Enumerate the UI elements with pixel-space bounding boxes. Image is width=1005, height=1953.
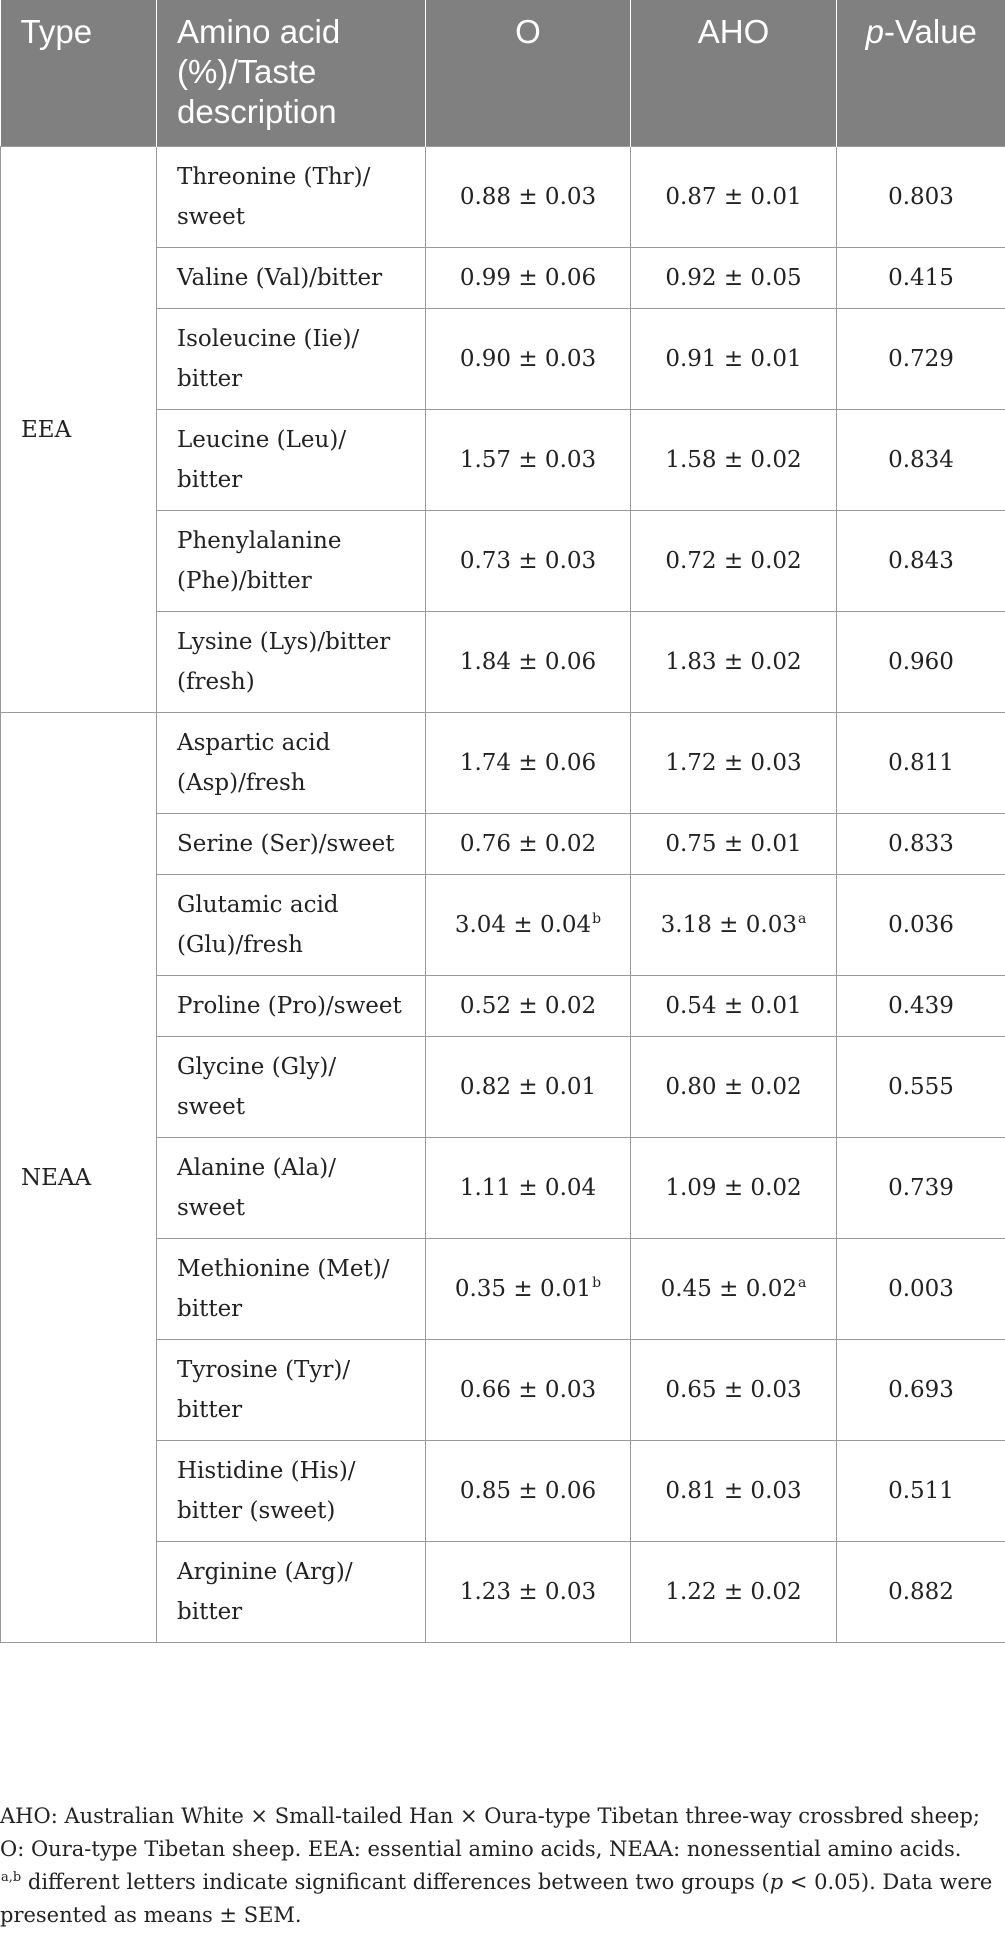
table-footnote [0, 1800, 1000, 1932]
value-aho-text: 0.92 ± 0.05 [665, 265, 802, 291]
amino-acid-name: Aspartic acid (Asp)/fresh [157, 713, 426, 814]
value-aho [631, 410, 837, 511]
footnote-p-italic: p [769, 1870, 784, 1894]
value-o-text: 0.66 ± 0.03 [459, 1377, 597, 1403]
p-value: 0.439 [837, 976, 1005, 1037]
value-o-text: 1.84 ± 0.06 [459, 649, 597, 675]
value-aho [631, 1542, 837, 1643]
amino-acid-name: Isoleucine (Iie)/ bitter [157, 309, 426, 410]
amino-acid-name: Proline (Pro)/sweet [157, 976, 426, 1037]
value-aho-text: 0.72 ± 0.02 [665, 548, 802, 574]
value-o [426, 1239, 631, 1340]
value-o-text: 0.52 ± 0.02 [459, 993, 597, 1019]
table-row [1, 713, 1005, 814]
p-value: 0.415 [837, 248, 1005, 309]
footnote-text-b: < 0.05). Data were presented as means ± SEM. [0, 1870, 993, 1927]
header-type: Type [1, 0, 157, 147]
value-o-text: 0.85 ± 0.06 [459, 1478, 597, 1504]
value-o-text: 3.04 ± 0.04 [454, 912, 592, 938]
value-aho-text: 1.22 ± 0.02 [665, 1579, 802, 1605]
p-value: 0.003 [837, 1239, 1005, 1340]
value-o [426, 309, 631, 410]
value-aho [631, 1340, 837, 1441]
value-aho [631, 713, 837, 814]
table-header [1, 0, 1005, 147]
value-o-text: 0.76 ± 0.02 [459, 831, 597, 857]
value-aho-text: 0.87 ± 0.01 [665, 184, 802, 210]
value-aho-text: 1.83 ± 0.02 [665, 649, 802, 675]
header-o: O [426, 0, 631, 147]
value-aho-text: 1.58 ± 0.02 [665, 447, 802, 473]
p-value: 0.833 [837, 814, 1005, 875]
amino-acid-name: Histidine (His)/ bitter (sweet) [157, 1441, 426, 1542]
value-aho [631, 1239, 837, 1340]
p-value: 0.882 [837, 1542, 1005, 1643]
header-aho: AHO [631, 0, 837, 147]
value-o-text: 1.74 ± 0.06 [459, 750, 597, 776]
p-value: 0.511 [837, 1441, 1005, 1542]
header-p-value [837, 0, 1005, 147]
value-o [426, 976, 631, 1037]
header-p-italic: p [865, 13, 884, 50]
p-value: 0.739 [837, 1138, 1005, 1239]
value-aho-text: 0.81 ± 0.03 [665, 1478, 802, 1504]
p-value: 0.834 [837, 410, 1005, 511]
value-aho-text: 3.18 ± 0.03 [660, 912, 797, 938]
value-o-text: 1.23 ± 0.03 [459, 1579, 597, 1605]
header-p-rest: -Value [883, 13, 977, 50]
value-o-text: 0.35 ± 0.01 [454, 1276, 592, 1302]
amino-acid-name: Leucine (Leu)/ bitter [157, 410, 426, 511]
header-row [1, 0, 1005, 147]
significance-letter: a [797, 1275, 807, 1292]
value-aho [631, 1037, 837, 1138]
value-o [426, 511, 631, 612]
value-o [426, 612, 631, 713]
p-value: 0.729 [837, 309, 1005, 410]
significance-letter: a [797, 911, 807, 928]
value-aho-text: 1.72 ± 0.03 [665, 750, 802, 776]
group-neaa: NEAA [1, 713, 157, 1643]
table-body [1, 147, 1005, 1643]
value-o [426, 147, 631, 248]
p-value: 0.036 [837, 875, 1005, 976]
amino-acid-name: Threonine (Thr)/ sweet [157, 147, 426, 248]
value-aho [631, 1441, 837, 1542]
value-o [426, 248, 631, 309]
value-aho [631, 248, 837, 309]
value-o-text: 0.82 ± 0.01 [459, 1074, 597, 1100]
value-o [426, 1138, 631, 1239]
significance-letter: b [592, 1275, 602, 1292]
header-amino-acid: Amino acid (%)/Taste description [157, 0, 426, 147]
value-aho [631, 875, 837, 976]
footnote-text-a: different letters indicate significant differences between two groups ( [21, 1870, 770, 1894]
value-aho-text: 0.54 ± 0.01 [665, 993, 802, 1019]
amino-acid-name: Phenylalanine (Phe)/bitter [157, 511, 426, 612]
value-aho [631, 511, 837, 612]
value-o [426, 410, 631, 511]
value-aho [631, 309, 837, 410]
amino-acid-name: Serine (Ser)/sweet [157, 814, 426, 875]
amino-acid-name: Tyrosine (Tyr)/ bitter [157, 1340, 426, 1441]
value-aho-text: 0.91 ± 0.01 [665, 346, 802, 372]
value-o [426, 1542, 631, 1643]
p-value: 0.960 [837, 612, 1005, 713]
value-aho-text: 0.75 ± 0.01 [665, 831, 802, 857]
value-aho-text: 0.45 ± 0.02 [660, 1276, 797, 1302]
value-o [426, 1441, 631, 1542]
value-aho-text: 1.09 ± 0.02 [665, 1175, 802, 1201]
footnote-line-1: AHO: Australian White × Small-tailed Han × Oura-type Tibetan three-way crossbred sheep; O: Oura-type Tibetan sheep. EEA: essential amino acids, NEAA: nonessential amino acids. [0, 1804, 980, 1861]
amino-acid-name: Methionine (Met)/ bitter [157, 1239, 426, 1340]
value-o-text: 1.57 ± 0.03 [459, 447, 597, 473]
value-aho [631, 814, 837, 875]
table-row [1, 147, 1005, 248]
value-o-text: 0.99 ± 0.06 [459, 265, 597, 291]
value-o [426, 875, 631, 976]
p-value: 0.803 [837, 147, 1005, 248]
footnote-superscript: a,b [1, 1870, 22, 1885]
value-aho [631, 147, 837, 248]
value-o-text: 0.88 ± 0.03 [459, 184, 597, 210]
significance-letter: b [592, 911, 602, 928]
p-value: 0.811 [837, 713, 1005, 814]
p-value: 0.693 [837, 1340, 1005, 1441]
amino-acid-name: Arginine (Arg)/ bitter [157, 1542, 426, 1643]
value-aho-text: 0.65 ± 0.03 [665, 1377, 802, 1403]
amino-acid-name: Alanine (Ala)/ sweet [157, 1138, 426, 1239]
value-o-text: 1.11 ± 0.04 [459, 1175, 597, 1201]
amino-acid-name: Valine (Val)/bitter [157, 248, 426, 309]
p-value: 0.555 [837, 1037, 1005, 1138]
value-o-text: 0.90 ± 0.03 [459, 346, 597, 372]
amino-acid-name: Lysine (Lys)/bitter (fresh) [157, 612, 426, 713]
amino-acid-name: Glutamic acid (Glu)/fresh [157, 875, 426, 976]
value-aho [631, 976, 837, 1037]
value-aho [631, 612, 837, 713]
value-o [426, 713, 631, 814]
p-value: 0.843 [837, 511, 1005, 612]
value-o [426, 1037, 631, 1138]
value-o [426, 814, 631, 875]
amino-acid-name: Glycine (Gly)/ sweet [157, 1037, 426, 1138]
group-eea: EEA [1, 147, 157, 713]
value-o-text: 0.73 ± 0.03 [459, 548, 597, 574]
footnote-line-2 [0, 1866, 1000, 1932]
value-o [426, 1340, 631, 1441]
value-aho-text: 0.80 ± 0.02 [665, 1074, 802, 1100]
value-aho [631, 1138, 837, 1239]
